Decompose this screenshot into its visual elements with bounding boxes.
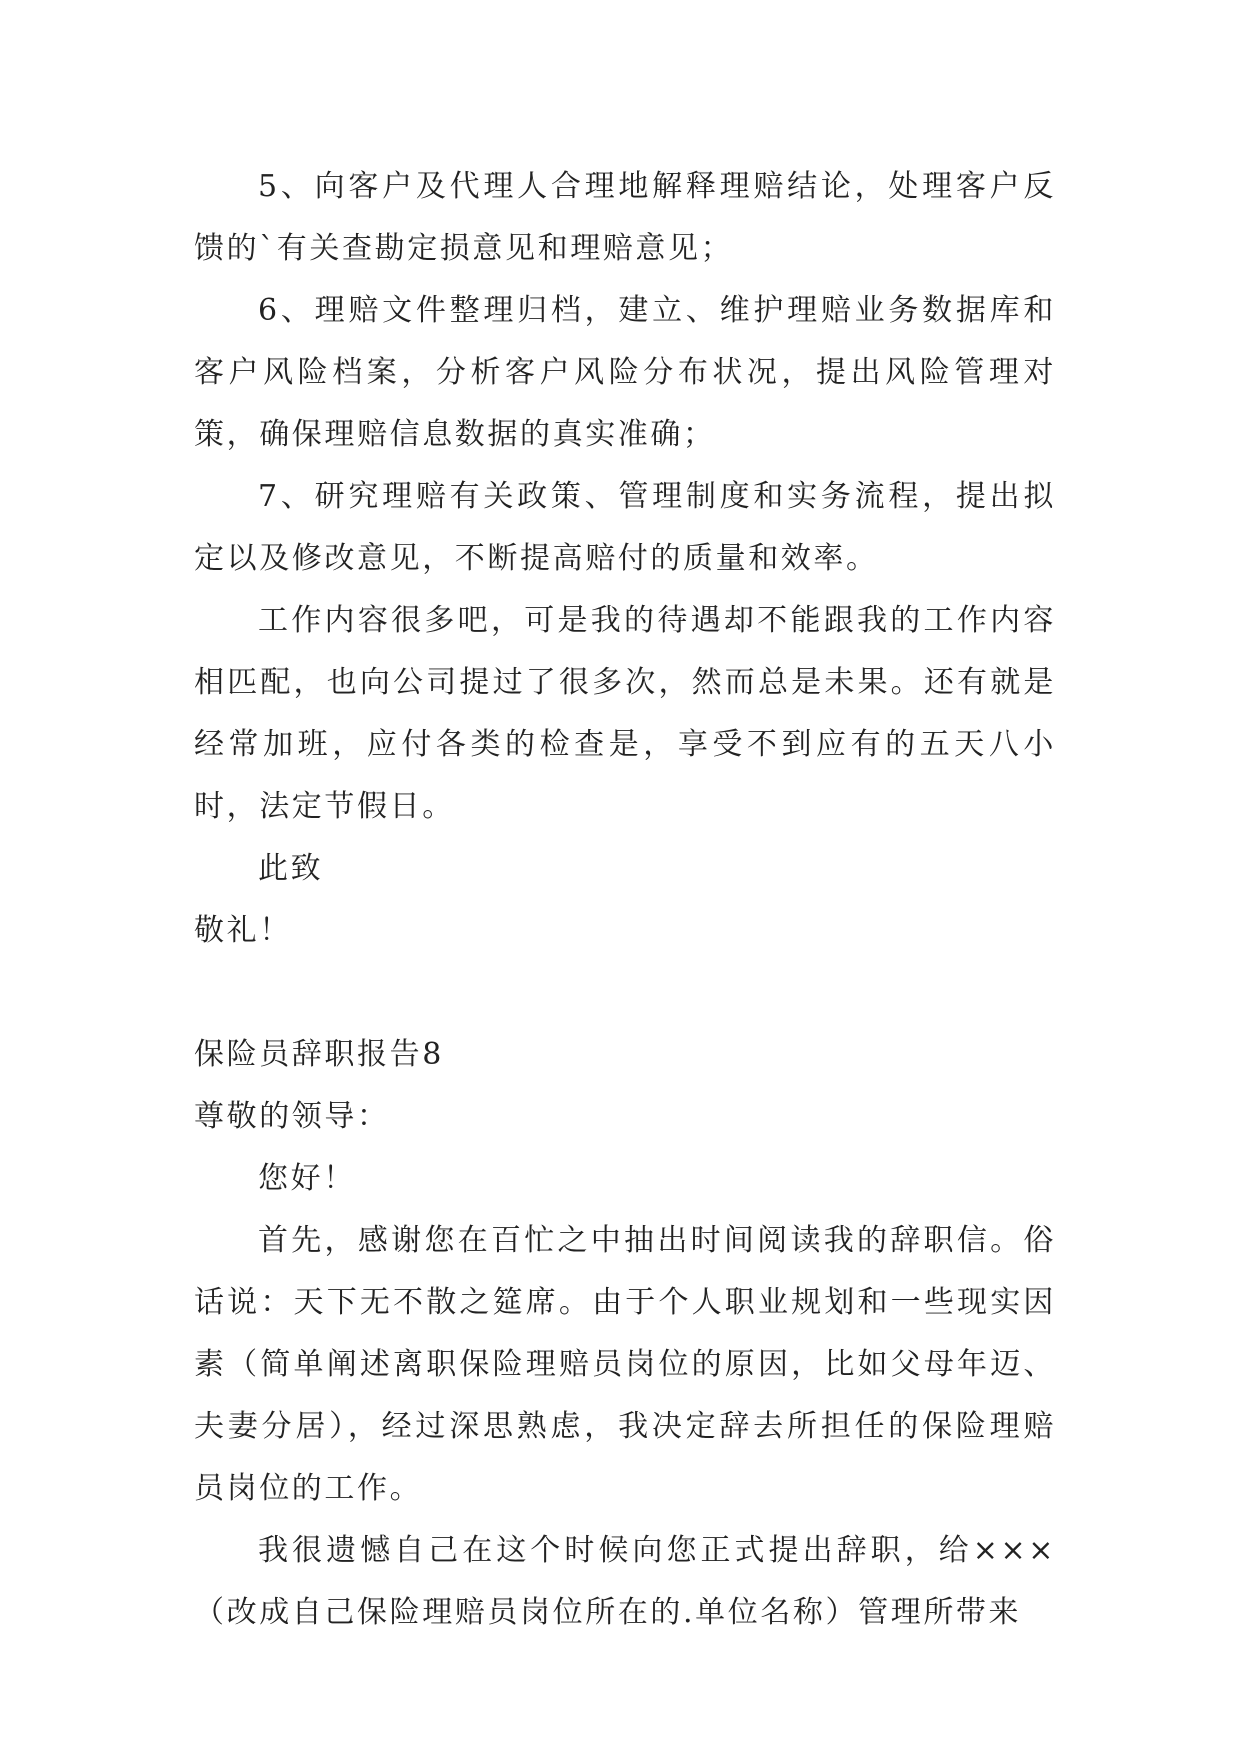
- salutation: 尊敬的领导：: [194, 1099, 390, 1134]
- document-body: [194, 156, 1056, 1644]
- resignation-paragraph-2: 我很遗憾自己在这个时候向您正式提出辞职，给×××（改成自己保险理赔员岗位所在的.单位名称）管理所带来: [194, 1533, 1056, 1630]
- section-gap: [194, 962, 1056, 1024]
- closing-jingli: 敬礼！: [194, 913, 292, 948]
- resignation-paragraph-1: 首先，感谢您在百忙之中抽出时间阅读我的辞职信。俗话说：天下无不散之筵席。由于个人职业规划和一些现实因素（简单阐述离职保险理赔员岗位的原因，比如父母年迈、夫妻分居），经过深思熟虑，我决定辞去所担任的保险理赔员岗位的工作。: [194, 1223, 1056, 1506]
- section-title: 保险员辞职报告8: [194, 1037, 444, 1072]
- closing-cizhi: 此致: [258, 851, 324, 886]
- work-content-paragraph: 工作内容很多吧，可是我的待遇却不能跟我的工作内容相匹配，也向公司提过了很多次，然而总是未果。还有就是经常加班，应付各类的检查是，享受不到应有的五天八小时，法定节假日。: [194, 603, 1056, 824]
- item-7-paragraph: 7、研究理赔有关政策、管理制度和实务流程，提出拟定以及修改意见，不断提高赔付的质量和效率。: [194, 479, 1056, 576]
- item-5-paragraph: 5、向客户及代理人合理地解释理赔结论，处理客户反馈的`有关查勘定损意见和理赔意见；: [194, 169, 1056, 266]
- item-6-paragraph: 6、理赔文件整理归档，建立、维护理赔业务数据库和客户风险档案，分析客户风险分布状况，提出风险管理对策，确保理赔信息数据的真实准确；: [194, 293, 1056, 452]
- greeting: 您好！: [258, 1161, 356, 1196]
